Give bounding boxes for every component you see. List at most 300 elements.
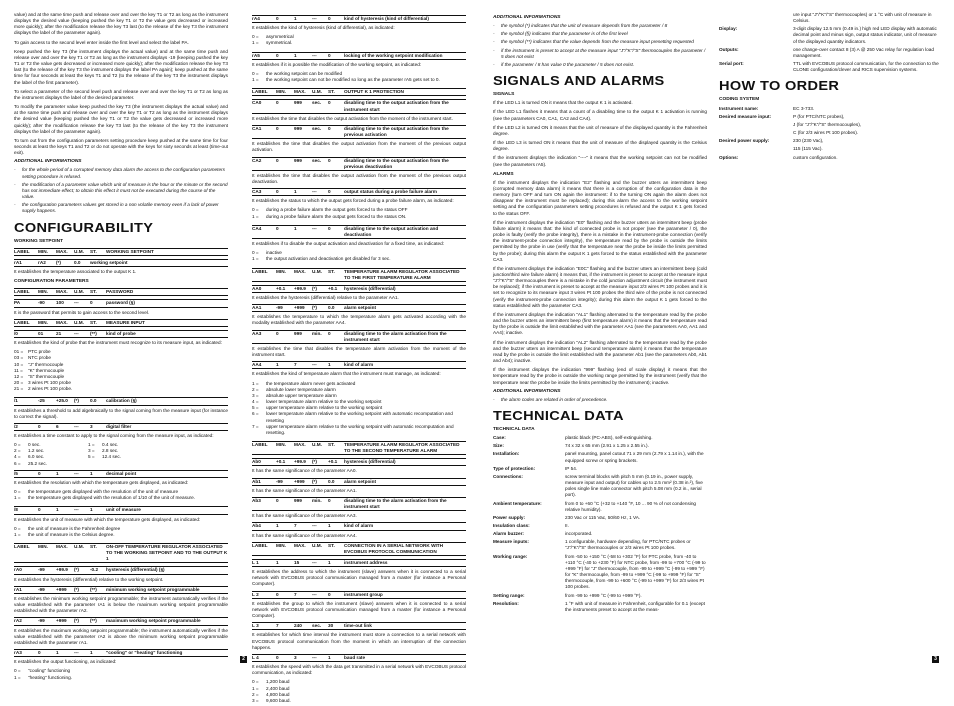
option-key: 21 = (14, 386, 24, 392)
option-text: "cooling" functioning (28, 668, 71, 674)
parameter-cell: --- (74, 470, 79, 476)
bullet-text: the configuration parameters values get stored in a non volatile memory even if a lack of power supply happens. (22, 202, 219, 214)
option-key: 12 = (14, 373, 24, 379)
paragraph: It establishes the time that disables the output activation from the moment of the instrument start. (252, 115, 453, 121)
spec-row (493, 523, 707, 529)
ab3-row (252, 497, 466, 511)
spec-key: Connections: (493, 473, 523, 479)
parameter-cell: 0 (276, 125, 279, 131)
aa4-row (252, 361, 466, 369)
bullet-item (14, 202, 228, 214)
subsection-coding-system: CODING SYSTEM (719, 97, 760, 103)
parameter-cell: --- (74, 507, 79, 513)
spec-row (493, 443, 707, 449)
parameter-cell: (*) (312, 305, 317, 311)
option-key: 20 = (14, 380, 24, 386)
table-header-cell: MEASURE INPUT (106, 319, 145, 325)
spec-value: 230 (230 Vac), (793, 138, 824, 144)
aa4-option (252, 424, 466, 436)
parameter-cell: (*) (312, 459, 317, 465)
intro-paragraph: value) and at the same time push and release over and over the key T1 or T2 as long as the instrument displays the desired value (keeping pushed the key T1 or T2 the value gets decreased or increased more quickly); after the modification release the key T3 last (to the release of the key T3 the instrument displays the label of the parameter again). (14, 12, 229, 36)
paragraph: It establishes a time constant to apply to the signal coming from the measure input, as indicated: (14, 432, 214, 438)
filter-row (14, 423, 228, 431)
table-header-cell: U.M. (74, 289, 84, 295)
parameter-cell: Ab0 (252, 459, 261, 465)
parameter-cell: 1 (328, 654, 331, 660)
parameter-cell: --- (312, 362, 317, 368)
setpoint-header (14, 248, 228, 256)
parameter-cell: time-out link (344, 623, 372, 629)
option-text: 3 wires Pt 100 probe (28, 380, 71, 386)
parameter-cell: 0 (328, 100, 331, 106)
parameter-cell: calibration (§) (106, 398, 137, 404)
parameter-cell: 7 (294, 362, 297, 368)
parameter-cell: /8 (14, 507, 18, 513)
table-header-cell: U.M. (74, 544, 84, 549)
spec-row (493, 539, 707, 551)
option-text: 4,800 baud (266, 691, 290, 697)
spec-key: Power supply: (493, 514, 526, 520)
parameter-cell: 3 (294, 654, 297, 660)
parameter-cell: L 1 (252, 560, 259, 565)
spec-key: Working range: (493, 553, 528, 559)
alarm-paragraph: If the instrument displays the indication "AL1" flashing alternated to the temperature read by the probe and the buzzer utters an intermittent beep (first temperature alarm) it means that the temperature read by the probe is outside the limit established with the parameter AA1 (see the parameters AA0, AA1 and AA4); inactive. (493, 311, 707, 336)
spec-key: Ambient temperature: (493, 500, 542, 506)
spec-value: 3-digit display 12.5 mm (0.49 in.) high red LED display with automatic decimal point and minus sign, output status indicator, unit of measure of the displayed quantity indicators. (793, 26, 937, 44)
spec-key: Case: (493, 435, 506, 441)
paragraph: It establishes the temperature to which the temperature alarm gets activated according with the modality established with the parameter AA4. (252, 314, 466, 326)
alarm-paragraph: If the instrument displays the indication "E0" flashing and the buzzer utters an intermittent beep (probe failure alarm) it means that: the kind of connected probe is not proper (see the parameter / 0), the probe is faulty (verify the probe integrity), there is a mistake in the instrument-probe connection (verify the instrument-probe connection integrity), the temperature read by the probe is outside the limits permitted by the probe in use (verify that the temperature near the probe be inside the limits permitted by the probe); during this alarm the output K 1 gets forced to the status established with the parameter CA3. (493, 219, 707, 262)
table-header-cell: MAX. (56, 289, 68, 295)
spec-value: from 0 to +60 °C (+32 to +140 °F, 10 ... 90 % of not condensing relative humidity). (565, 500, 697, 512)
parameter-cell: 0 (276, 225, 279, 231)
option-text: lower temperature alarm relative to the working setpoint with automatic recomputation and resetting (266, 411, 453, 423)
section-title-technical-data: TECHNICAL DATA (493, 407, 624, 423)
paragraph: It establishes the time that disables the temperature alarm activation from the moment of the instrument start. (252, 345, 466, 358)
option-key: 1 = (14, 495, 21, 501)
table-header-cell: LABEL (252, 268, 268, 274)
spec-value: J (for "J"/"K"/"S" thermocouples), (793, 121, 862, 127)
spec-value: 1 °F with unit of measure in Fahrenheit, configurable for 0.1 (except the instruments preset to accept at the meas- (565, 600, 705, 612)
option-key: 3 = (252, 392, 259, 398)
parameter-cell: maximum working setpoint programmable (106, 618, 201, 624)
parameter-cell: +0.1 (276, 459, 286, 465)
option-text: upper temperature alarm relative to the working setpoint (266, 405, 383, 411)
ca3-row (252, 188, 466, 196)
parameter-cell: 1 (294, 189, 297, 195)
spec-row (493, 435, 707, 441)
option-text: the unit of measure is the Fahrenheit degree (28, 525, 121, 531)
table-header-cell: MIN. (276, 542, 286, 548)
paragraph: It establishes the kind of temperature alarm that the instrument must manage, as indicated: (252, 371, 441, 377)
aa3-row (252, 330, 466, 344)
spec-value: from -50 to +150 °C (-58 to +302 °F) for PTC probe, from -40 to +110 °C (-40 to +230 °F) for NTC probe, from -99 to +700 °C (-99 to +999 °F) for "J" thermocouple, from -99 to +999 °C (-99 to +999 °F) for "K" thermocouple, from -99 to +999 °C (-99 to +999 °F) for "S" thermocouple, from -99 to +600 °C (-99 to +999 °F) for 2/3 wires Pt 100 probes. (565, 553, 706, 590)
parameter-cell: +25.0 (56, 398, 68, 404)
parameter-cell: disabling time to the output activation and deactivation (344, 225, 439, 237)
table-header-cell: MIN. (276, 89, 286, 95)
ra5-option (252, 77, 466, 83)
table-header-cell: U.M. (312, 542, 322, 548)
section-title-configurability: CONFIGURABILITY (14, 219, 154, 235)
parameter-cell: 999 (294, 157, 302, 163)
parameter-cell: -90 (38, 300, 45, 306)
paragraph: It establishes the maximum working setpoint programmable; the instrument automatically verifies if the value established with the parameter rA2 is above the minimum working setpoint programmable established with the parameter rA1. (14, 627, 228, 645)
ra4-row (252, 15, 466, 23)
table-header-cell: MAX. (56, 248, 68, 254)
option-text: 0 sec. (28, 442, 41, 448)
spec-row (493, 466, 707, 472)
option-key: 0 = (252, 207, 259, 213)
spec-key: Desired power supply: (719, 138, 770, 144)
parameter-cell: Ab3 (252, 497, 261, 503)
parameter-cell: 0 (276, 591, 279, 597)
parameter-cell: 7 (276, 623, 279, 629)
option-key: 1 = (252, 40, 259, 46)
paragraph: It establishes for which time interval the instrument must store a connection to a serial network with EVCOBUS protocol communication from the moment in which an interruption of the connection happens. (252, 632, 466, 650)
subsection-technical-data: TECHNICAL DATA (493, 426, 535, 432)
parameter-cell: -99 (38, 567, 45, 573)
aa1-row (252, 304, 466, 312)
option-text: during a probe failure alarm the output gets forced to the status OFF (266, 207, 408, 213)
bullet-item (493, 397, 707, 403)
spec-row (493, 501, 707, 513)
spec-row (493, 554, 707, 591)
option-key (88, 461, 102, 467)
option-key: 1 = (252, 77, 259, 83)
parameter-cell: --- (312, 560, 317, 565)
additional-info-title: ADDITIONAL INFORMATIONS (493, 388, 561, 394)
parameter-cell: 999 (294, 330, 302, 336)
parameter-cell: 0 (38, 507, 41, 513)
bullet-text: the modification of a parameter value which unit of measure is the hour or the minute or the second has not immediate effect; to obtain this effect it must not be executed during the course of the value. (22, 181, 228, 200)
option-key: 5 = (88, 454, 95, 460)
parameter-cell: 0 (328, 189, 331, 195)
parameter-cell: L 2 (252, 591, 259, 597)
parameter-cell: (**) (90, 618, 97, 624)
spec-value: IP 54. (565, 465, 578, 471)
l2-row (252, 591, 466, 599)
signal-paragraph: If the instrument displays the indication "----" it means that the working setpoint can not be modified (see the parameters rA5). (493, 155, 707, 167)
parameter-cell: unit of measure (106, 507, 141, 513)
parameter-cell: digital filter (106, 423, 132, 429)
spec-row (493, 601, 707, 613)
signal-paragraph: If the LED L2 is turned ON it means that the unit of measure of the displayed quantity is the Fahrenheit degree. (493, 124, 707, 136)
column-2 (252, 12, 466, 706)
bullet-dash: - (493, 23, 495, 29)
bullet-item (14, 167, 228, 179)
option-text: NTC probe (28, 355, 51, 361)
option-text: "S" thermocouple (28, 373, 65, 379)
paragraph: It establishes the time that disables the output activation from the moment of the previous output deactivation. (252, 172, 466, 184)
ca0-row (252, 99, 466, 113)
spec-value: custom configuration. (793, 154, 838, 160)
option-key: 1 = (14, 531, 21, 537)
spec-row (493, 593, 707, 599)
spacer (252, 47, 466, 49)
parameter-cell: 0.0 (328, 478, 335, 484)
option-text: asymmetrical (266, 34, 294, 40)
parameter-cell: /5 (14, 470, 18, 476)
spec-key (719, 146, 793, 152)
parameter-cell: AA3 (252, 330, 262, 336)
option-key: 4 = (252, 399, 259, 405)
parameter-cell: 7 (294, 591, 297, 597)
option-text: "K" thermocouple (28, 367, 65, 373)
parameter-cell: working setpoint (90, 259, 128, 265)
option-text: "J" thermocouple (28, 361, 64, 367)
parameter-cell: AA1 (252, 305, 262, 311)
option-text: the unit of measure is the Celsius degree. (28, 531, 115, 537)
option-text: "heating" functioning. (28, 674, 72, 680)
spec-key: Outputs: (719, 46, 739, 52)
option-key: 2 = (14, 448, 21, 454)
bullet-text: for the whole period of a corrupted memory data alarm the access to the configuration parameters setting procedure is refused. (22, 167, 225, 179)
parameter-cell: kind of alarm (344, 362, 374, 368)
alarm-paragraph: If the instrument displays the indication "AL2" flashing alternated to the temperature read by the probe and the buzzer utters an intermittent beep (second temperature alarm) it means that the temperature read by the probe is outside the limit established with the parameter Ab1 (see the parameters Ab0, Ab1 and Ab4); inactive. (493, 339, 707, 364)
spec-row (493, 531, 707, 537)
option-text: 9,600 baud. (266, 697, 291, 703)
parameter-cell: output status during a probe failure alarm (344, 189, 437, 195)
parameter-cell: 0 (276, 100, 279, 106)
table-header-cell: MIN. (38, 319, 48, 325)
parameter-cell: minimum working setpoint programmable (106, 586, 200, 592)
parameter-cell: 0 (276, 654, 279, 660)
parameter-cell: (*) (312, 285, 317, 291)
paragraph: It establishes if it is possible the modification of the working setpoint, as indicated: (252, 61, 422, 67)
parameter-cell: --- (312, 523, 317, 529)
parameter-cell: /0 (14, 330, 18, 336)
parameter-cell: CA0 (252, 100, 262, 106)
table-header-cell: PASSWORD (106, 289, 134, 295)
option-key: 1 = (252, 213, 259, 219)
ab1-row (252, 478, 466, 486)
parameter-cell: 0.0 (90, 398, 97, 404)
option-key: 6 = (14, 460, 21, 466)
table-header-cell: ON-OFF TEMPERATURE REGULATOR ASSOCIATED TO THE WORKING SETPOINT AND TO THE OUTPUT K 1 (106, 544, 228, 562)
table-header-cell: ST. (328, 441, 335, 447)
parameter-cell: sec. (312, 623, 322, 629)
spec-row (719, 47, 939, 59)
parameter-cell: 0 (276, 497, 279, 503)
spacer (252, 220, 466, 222)
parameter-cell: +999 (294, 305, 305, 311)
ca1-row (252, 125, 466, 139)
ca2-row (252, 157, 466, 171)
option-key: 0 = (252, 34, 259, 40)
option-text: 0.4 sec. (102, 442, 119, 448)
parameter-cell: hysteresis (differential) (§) (106, 567, 165, 573)
parameter-cell: --- (312, 189, 317, 195)
spec-key: Installation: (493, 451, 520, 457)
option-text: 1.2 sec. (28, 448, 45, 454)
spec-key (719, 12, 793, 24)
aa4-option (252, 411, 466, 423)
ra1-row (14, 586, 228, 594)
spec-row (493, 451, 707, 463)
spec-key: Insulation class: (493, 523, 530, 528)
paragraph: It establishes the speed with which the data get transmitted in a serial network with EVCOBUS protocol communication, as indicated: (252, 664, 466, 676)
option-key: 03 = (14, 355, 24, 361)
parameter-cell: 0 (328, 16, 331, 21)
signal-paragraph: If the LED L1 flashes it means that a count of a disabling time to the output K 1 activation is running (see the parameters CA0, CA1, CA2 and CA4). (493, 109, 707, 121)
parameter-cell: --- (312, 591, 317, 597)
paragraph: It establishes the hysteresis (differential) relative to the working setpoint. (14, 576, 164, 582)
spec-row (719, 106, 939, 112)
paragraph: It establishes the hysteresis (differential) relative to the parameter AA1. (252, 295, 399, 300)
page-number-3: 3 (932, 656, 939, 663)
serial-header (252, 542, 466, 556)
signal-paragraph: If the LED L3 is turned ON it means that the unit of measure of the displayed quantity is the Celsius degree. (493, 140, 707, 152)
parameter-cell: 999 (294, 100, 302, 106)
bullet-dash: - (493, 47, 495, 53)
parameter-cell: CA1 (252, 125, 262, 131)
additional-info-title: ADDITIONAL INFORMATIONS (493, 15, 561, 20)
parameter-cell: 21 (56, 330, 62, 336)
parameter-cell: 0 (328, 497, 331, 503)
password-row (14, 299, 228, 307)
measure-header (14, 319, 228, 327)
parameter-cell: 0 (328, 225, 331, 231)
subsection-alarms: ALARMS (493, 171, 514, 177)
password-header (14, 288, 228, 296)
parameter-cell: (*) (74, 586, 79, 592)
l4-row (252, 654, 466, 662)
option-text: upper temperature alarm relative to the working setpoint with automatic recomputation and resetting. (266, 423, 454, 435)
parameter-cell: 1 (56, 507, 59, 513)
table-header-cell: MIN. (38, 248, 48, 254)
subsection-working-setpoint: WORKING SETPOINT (14, 238, 64, 244)
table-header-cell: LABEL (252, 542, 268, 548)
spec-key: Type of protection: (493, 465, 536, 471)
parameter-cell: (**) (90, 330, 97, 336)
spec-key: Options: (719, 154, 739, 160)
parameter-cell: kind of probe (106, 330, 136, 336)
parameter-cell: rA4 (252, 16, 260, 21)
spec-value: 230 Vac or 115 Vac, 50/60 Hz, 1 VA. (565, 514, 641, 520)
ra0-row (14, 566, 228, 574)
alarm-paragraph: If the instrument displays the indication "E0C" flashing and the buzzer utters an intermittent beep (cold junction/third wire failure alarm) it means that, if the instrument is preset to accept at the measure input "J"/"K"/"S" thermocouples there is a mistake in the cold junction adjustment circuit (the instrument must be replaced); if the instrument is preset to accept at the measure input 2/3 wires Pt 100 probes and it is set to recognize to its measure input 3 wires Pt 100 probes the third wire of the probe is not connected (verify the instrument-probe connection integrity); during this alarm the output K 1 gets forced to the status established with the parameter CA3. (493, 265, 707, 308)
onoff-header (14, 543, 228, 563)
option-key: 1 = (252, 380, 259, 386)
option-text: the working setpoint can not be modified so long as the parameter rA5 gets set to 0. (266, 77, 440, 83)
option-text: 2 wires Pt 100 probe. (28, 386, 73, 392)
paragraph: It has the same significance of the parameter AA0. (252, 468, 357, 474)
parameter-cell: locking of the working setpoint modification (344, 52, 443, 58)
intro-paragraph: Keep pushed the key T3 (the instrument displays the actual value) and at the same time push and release over and over the key T1 or T2 as long as the instrument displays -19 (keeping pushed the key T1 or T2 the value gets decreased or increased more quickly); after the modification release the key T3 last (to the release of the key T3 the instrument displays the label PA again); keep pushed at the same time for four seconds at least the keys T1 and T2 (to the release of the key T3 the instrument displays the label of the first parameter). (14, 48, 228, 85)
table-header-cell: CONNECTION IN A SERIAL NETWORK WITH EVCOBUS PROTOCOL COMMUNICATION (344, 542, 444, 554)
option-key: 1 = (88, 442, 95, 448)
paragraph: It establishes the kind of probe that the instrument must recognize to its measure input, as indicated: (14, 340, 222, 346)
parameter-cell: 0.0 (328, 305, 335, 311)
option-key: 2 = (252, 691, 259, 697)
option-text: the output activation and deactivation get disabled for 3 sec. (266, 256, 391, 262)
table-header-cell: ST. (90, 319, 97, 325)
spec-row (719, 122, 939, 128)
parameter-cell: instrument address (344, 560, 388, 565)
parameter-cell: 0 (328, 52, 331, 58)
parameter-cell: sec. (312, 100, 322, 106)
spec-key: Desired measure input: (719, 113, 772, 119)
parameter-cell: 1 (276, 362, 279, 368)
paragraph: It establishes a threshold to add algebraically to the signal coming from the measure input (for instance to correct the signal). (14, 407, 228, 419)
parameter-cell: -0.2 (90, 567, 99, 573)
parameter-cell: 999 (294, 125, 302, 131)
option-text: inactive (266, 250, 282, 256)
table-header-cell: WORKING SETPOINT (106, 248, 154, 254)
spec-value: from -99 to +999 °C (-99 to +999 °F). (565, 592, 642, 598)
table-header-cell: U.M. (312, 441, 322, 447)
option-text: 6.0 sec. (28, 454, 45, 460)
parameter-cell: --- (74, 423, 79, 429)
paragraph: It establishes the minimum working setpoint programmable; the instrument automatically verifies if the value established with the parameter rA1 is below the maximum working setpoint programmable established with the parameter rA2. (14, 595, 228, 614)
option-text: during a probe failure alarm the output gets forced to the status ON. (266, 213, 407, 219)
parameter-cell: disabling time to the output activation from the instrument start (344, 100, 449, 112)
spec-value: 74 x 32 x 65 mm (2.91 x 1.25 x 2.55 in.). (565, 443, 649, 449)
parameter-cell: (*) (312, 478, 317, 484)
paragraph: It has the same significance of the parameter AA1. (252, 487, 357, 493)
spec-row (719, 155, 939, 161)
spec-key (719, 130, 793, 136)
table-header-cell: ST. (328, 542, 335, 548)
l1-row (252, 559, 466, 567)
option-text: absolute upper temperature alarm (266, 392, 337, 398)
bullet-text: the symbol (*) indicates that the unit of measure depends from the parameter / 8 (501, 23, 668, 29)
table-header-cell: U.M. (74, 319, 84, 325)
parameter-cell: (*) (74, 567, 79, 573)
table-header-cell: MAX. (294, 542, 306, 548)
paragraph: It establishes the kind of hysteresis (kind of differential), as indicated: (252, 25, 395, 31)
option-key: 1 = (252, 256, 259, 262)
table-header-cell: OUTPUT K 1 PROTECTION (344, 89, 404, 95)
spec-row (719, 146, 939, 152)
parameter-cell: 0 (276, 52, 279, 58)
parameter-cell: 0.0 (74, 259, 81, 265)
parameter-cell: --- (312, 52, 317, 58)
option-text: symmetrical. (266, 40, 293, 46)
spec-value: TTL with EVCOBUS protocol communication, for the connection to the CLONE configuration/clever and RICS supervision systems. (793, 61, 939, 73)
bullet-item (493, 39, 707, 45)
spec-key: Measure inputs: (493, 539, 529, 545)
parameter-cell: --- (312, 16, 317, 21)
spacer (14, 392, 228, 394)
bullet-text: if the instrument is preset to accept at the measure input "J"/"K"/"S" thermocouples the parameter / 5 does not exist (501, 47, 706, 59)
parameter-cell: +99.9 (56, 567, 68, 573)
spec-row (719, 61, 939, 73)
parameter-cell: rA2 (14, 618, 22, 624)
spec-key: Setting range: (493, 592, 525, 598)
table-header-cell: LABEL (14, 544, 30, 549)
table-header-cell: MIN. (38, 289, 48, 295)
parameter-cell: 1 (90, 507, 93, 513)
parameter-cell: 7 (294, 523, 297, 529)
parameter-cell: kind of alarm (344, 523, 374, 529)
column-4 (719, 12, 939, 163)
paragraph: It establishes the time that disables the output activation from the moment of the previous output activation. (252, 141, 466, 153)
setpoint-row (14, 259, 228, 267)
table-header-cell: ST. (90, 289, 97, 295)
table-header-cell: LABEL (14, 319, 30, 325)
paragraph: It establishes if to disable the output activation and deactivation for a fixed time, as indicated: (252, 241, 445, 247)
option-key: 6 = (252, 411, 259, 417)
spec-value: II. (565, 523, 569, 528)
option-text: 25.2 sec. (28, 460, 48, 466)
parameter-cell: PA (14, 300, 21, 306)
parameter-cell: 1 (90, 650, 93, 656)
bullet-item (493, 48, 707, 60)
parameter-cell: --- (74, 650, 79, 656)
table-header-cell: LABEL (14, 248, 30, 254)
option-key: 0 = (14, 489, 21, 495)
